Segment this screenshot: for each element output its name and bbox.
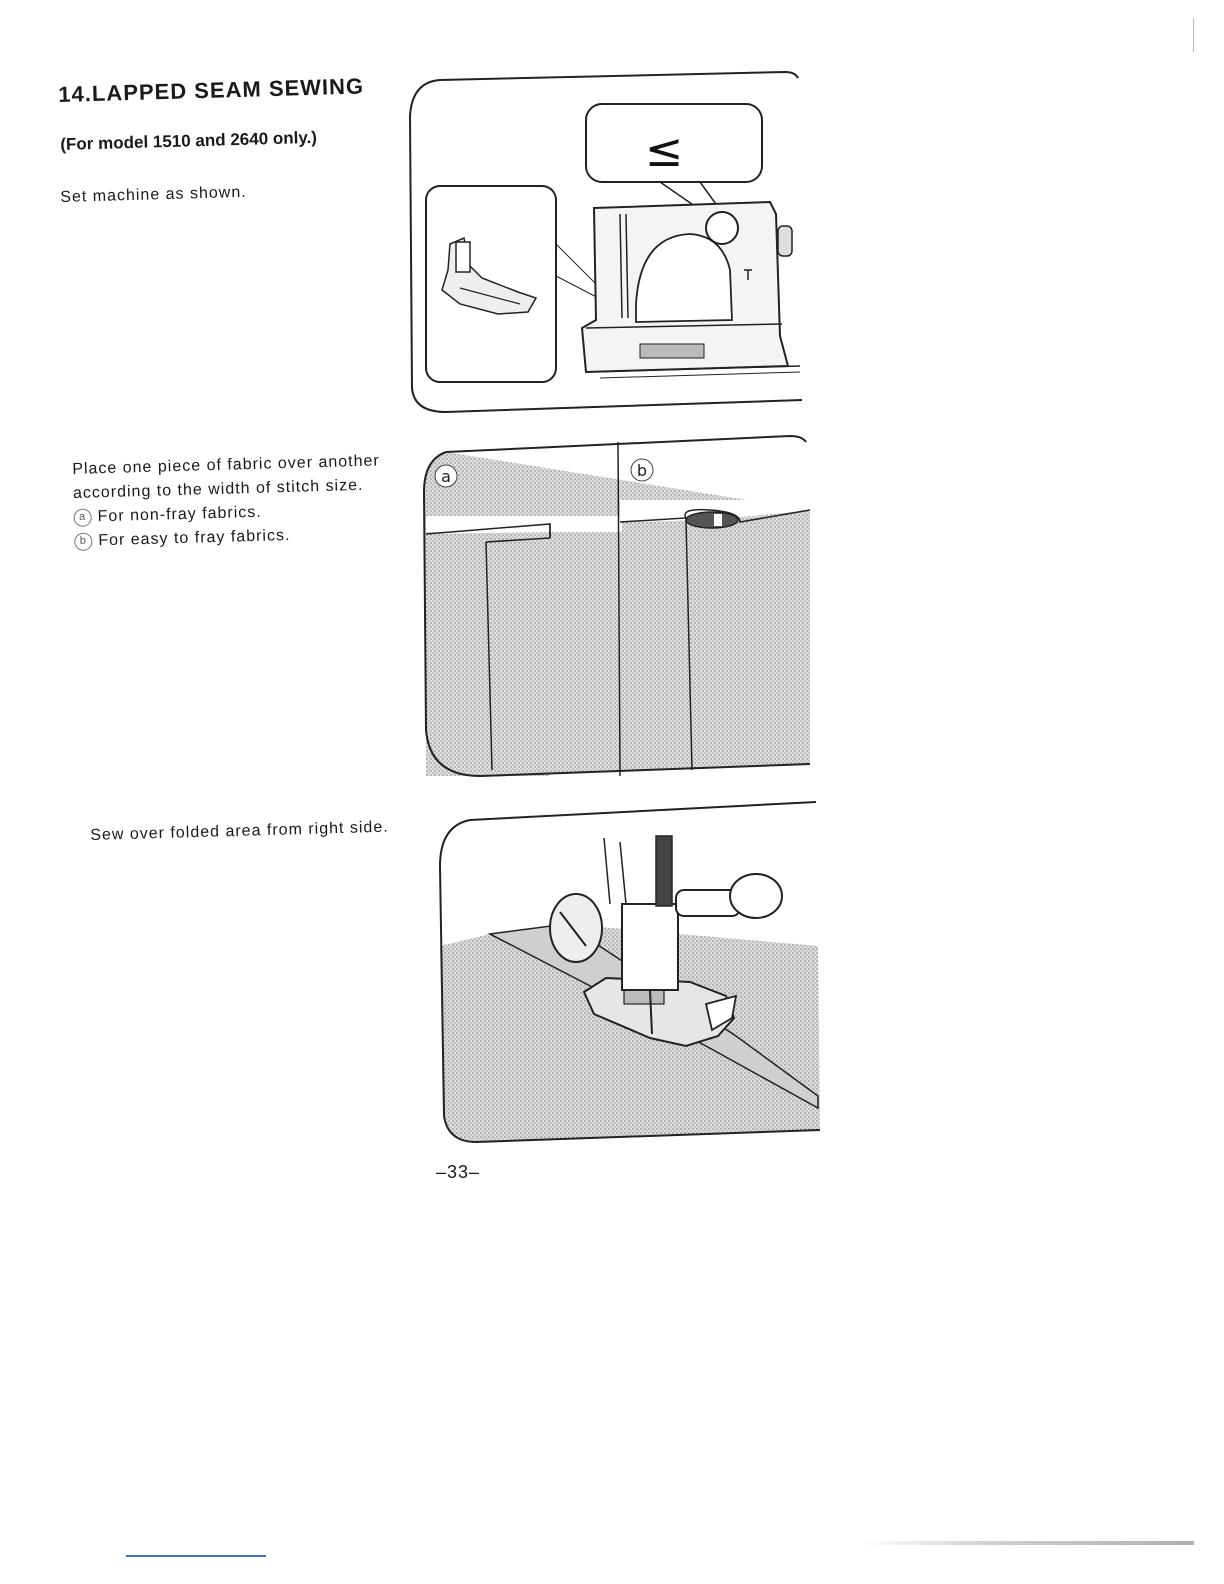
place-fabric-text: Place one piece of fabric over another according to the width of stitch size. (72, 452, 380, 502)
option-marker-a: a (73, 508, 91, 526)
bottom-rule (126, 1555, 266, 1557)
set-machine-text: Set machine as shown. (60, 183, 247, 206)
presser-foot-screw (550, 894, 602, 962)
stitch-width-symbol: ≤ (644, 123, 684, 177)
scan-margin-mark (1193, 18, 1194, 52)
option-text-b: For easy to fray fabrics. (98, 526, 291, 550)
sewing-illustration (436, 796, 822, 1148)
option-text-a: For non-fray fabrics. (97, 503, 262, 526)
section-title: 14.LAPPED SEAM SEWING (58, 73, 365, 107)
fabric-placement-illustration (410, 430, 812, 784)
scan-edge-artifact (860, 1541, 1194, 1545)
sew-instruction-text: Sew over folded area from right side. (90, 818, 389, 844)
panel-label-b: b (636, 461, 648, 480)
presser-bar (656, 836, 672, 906)
option-marker-b: b (74, 532, 92, 550)
machine-setting-figure (400, 66, 810, 418)
fabric-placement-figure (410, 430, 812, 784)
sewing-figure (436, 796, 822, 1148)
fabric-options-list (73, 497, 384, 554)
page-number: –33– (436, 1162, 481, 1182)
machine-setting-illustration (400, 66, 810, 418)
handwheel (778, 226, 792, 256)
stitch-width-dial (706, 212, 738, 244)
thumb-screw (730, 874, 782, 918)
panel-label-a: a (441, 467, 451, 486)
place-fabric-block (72, 449, 385, 554)
section-subtitle: (For model 1510 and 2640 only.) (60, 127, 318, 154)
